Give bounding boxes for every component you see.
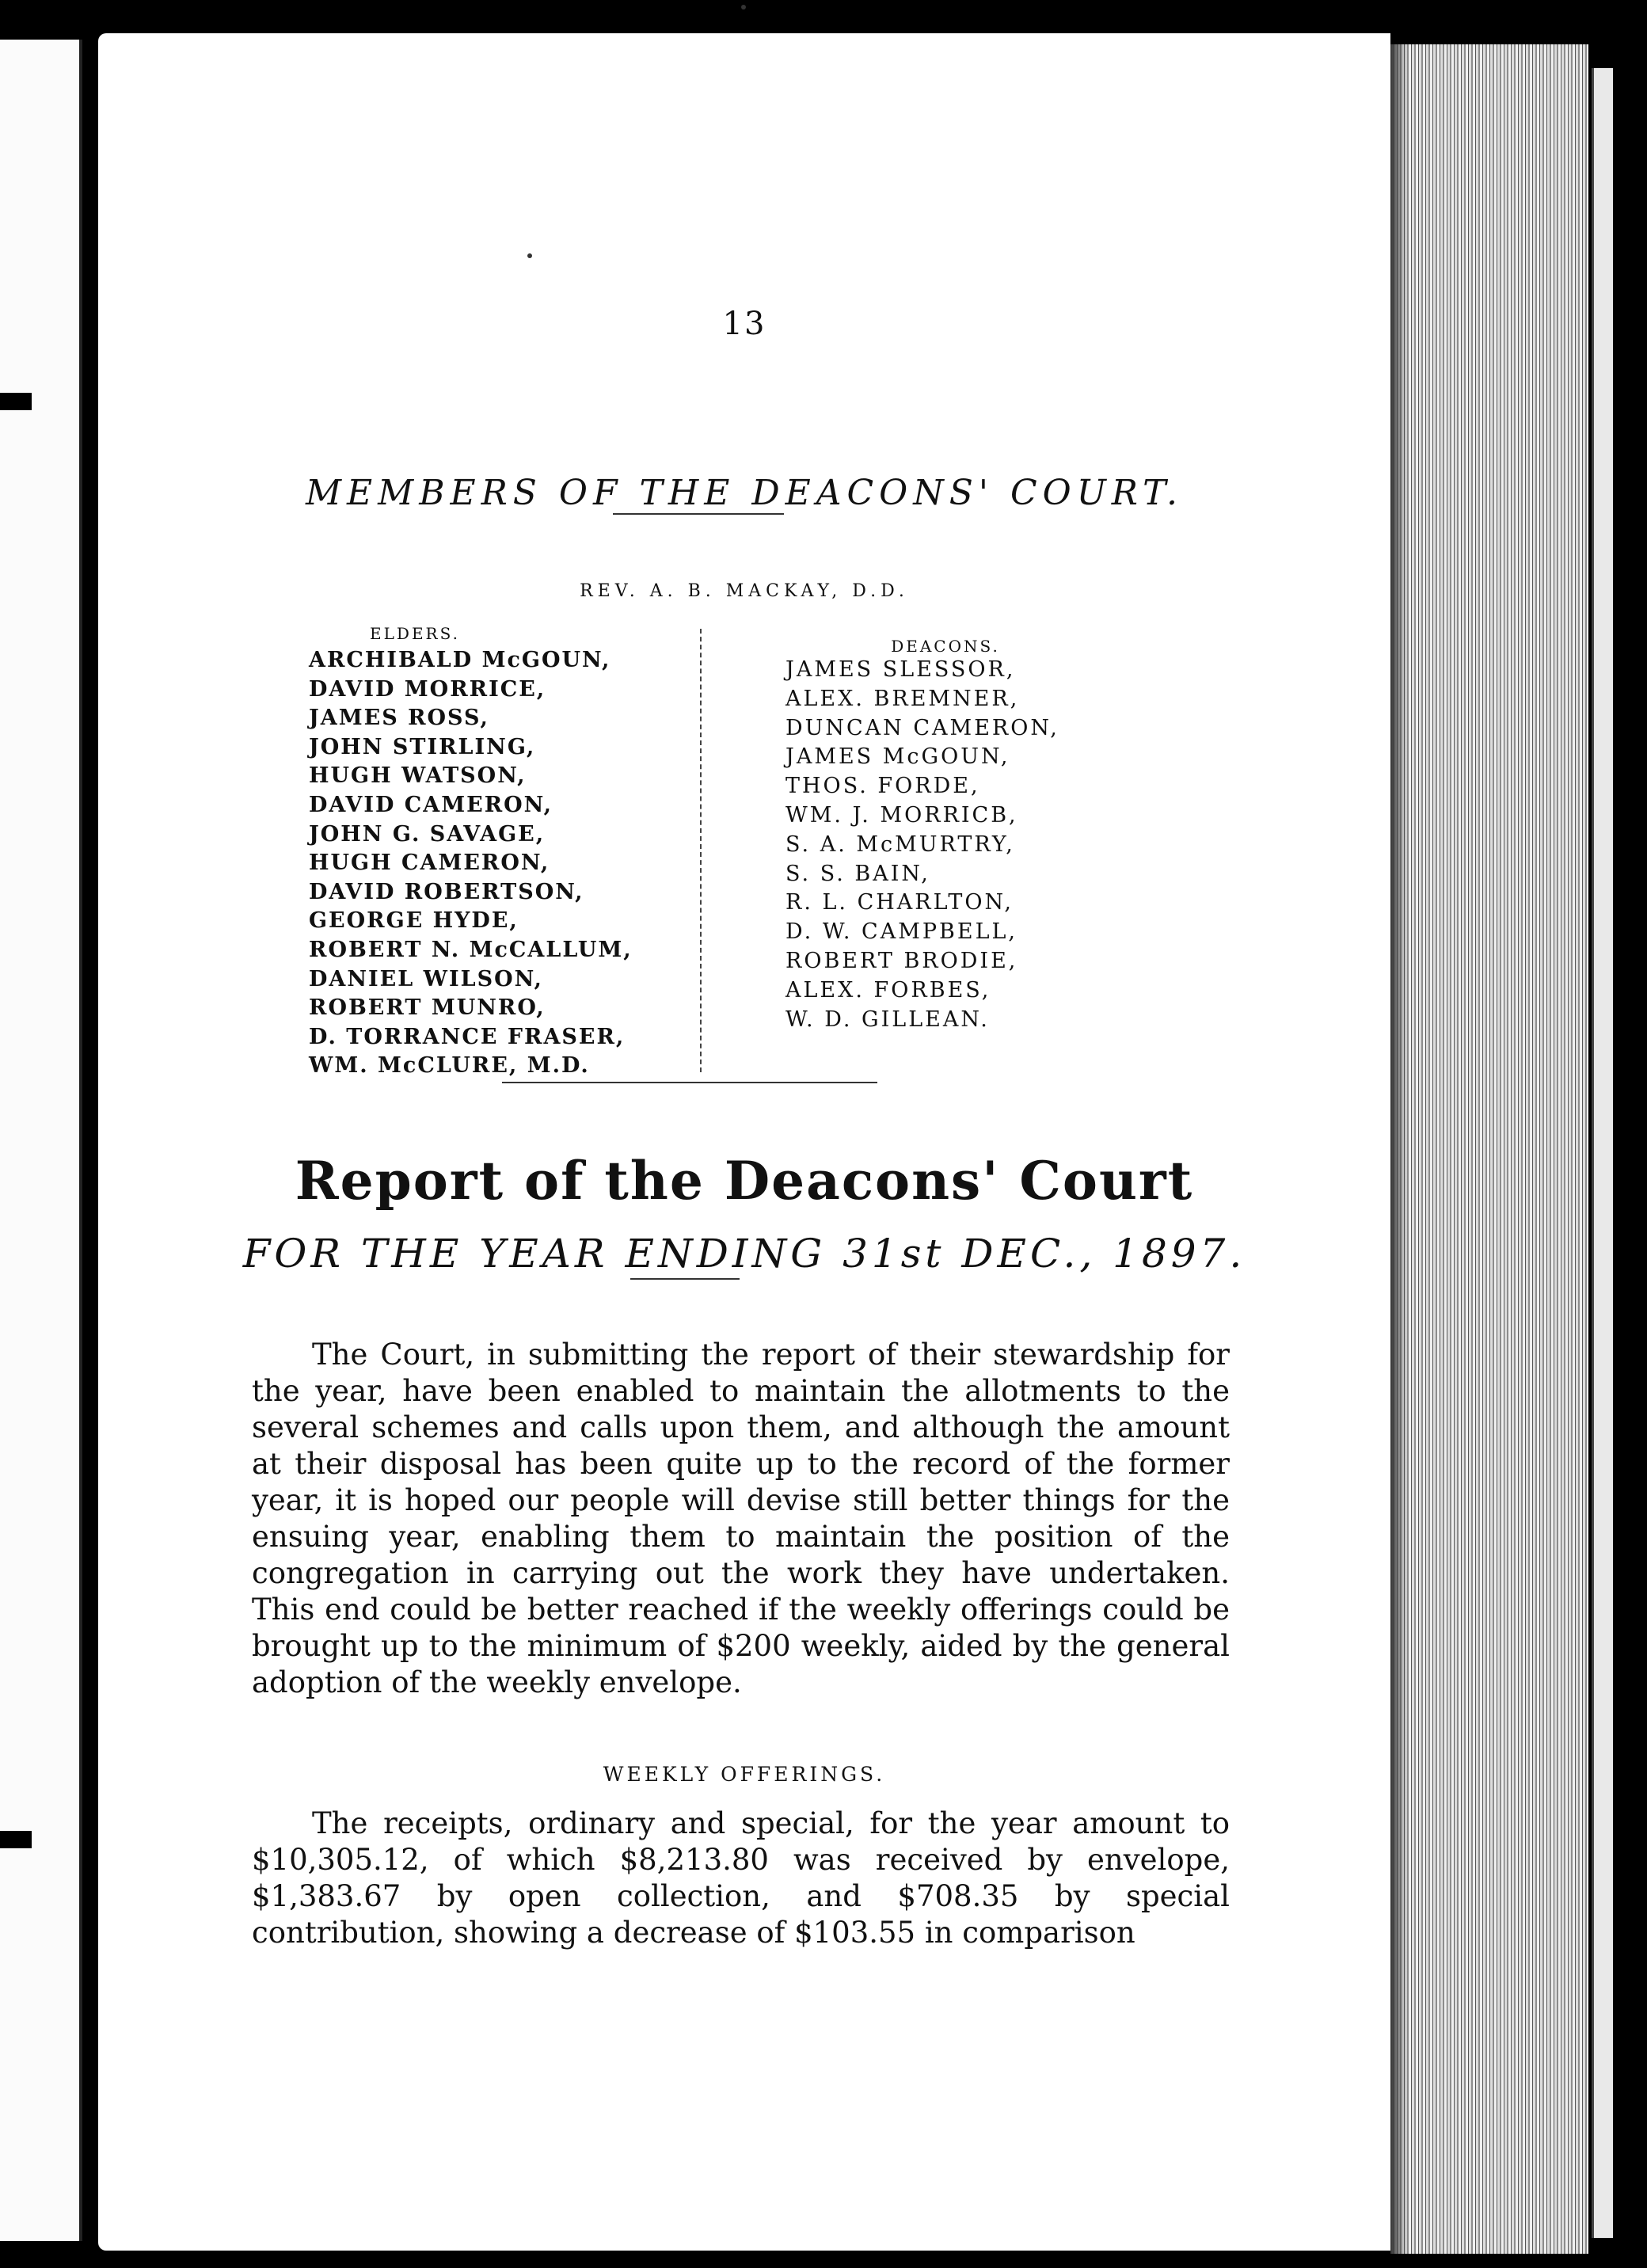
deacon-name: ALEX. BREMNER, bbox=[785, 686, 1020, 711]
section-rule bbox=[502, 1082, 877, 1083]
book-cover-edge bbox=[1592, 68, 1613, 2238]
report-paragraph: The Court, in submitting the report of their stewardship for the year, have been enabled to maintain the allotments to the several schemes and calls upon them, and although the amount at their disposal has been quite up to the record of the former year, it is hoped our people will devise still better things for the ensuing year, enabling them to maintain the position of the congregation in carrying out the work they have undertaken. This end could be better reached if the weekly offerings could be brought up to the minimum of $200 weekly, aided by the general adoption of the weekly envelope. bbox=[252, 1338, 1230, 1699]
elder-name: DAVID CAMERON, bbox=[309, 792, 553, 817]
scan-speck bbox=[741, 5, 746, 10]
receipts-paragraph: The receipts, ordinary and special, for the year amount to $10,305.12, of which $8,213.80 was received by envelope, $1,383.67 by open collection, and $708.35 by special contribution, showing a decrease of $103.55 in comparison bbox=[252, 1806, 1230, 1950]
elder-name: ROBERT MUNRO, bbox=[309, 995, 546, 1021]
facing-page-mark bbox=[0, 1831, 32, 1848]
deacon-name: JAMES SLESSOR, bbox=[785, 657, 1016, 682]
elders-heading: ELDERS. bbox=[370, 624, 460, 643]
elders-list bbox=[309, 646, 633, 1081]
deacon-name: ALEX. FORBES, bbox=[785, 977, 991, 1003]
column-divider bbox=[700, 629, 702, 1072]
deacon-name: WM. J. MORRICB, bbox=[785, 802, 1018, 828]
minister-name: REV. A. B. MACKAY, D.D. bbox=[580, 581, 909, 601]
gutter-shadow bbox=[1390, 44, 1408, 2254]
deacon-name: D. W. CAMPBELL, bbox=[785, 919, 1018, 945]
elder-name: JOHN STIRLING, bbox=[309, 734, 536, 759]
facing-page-mark bbox=[0, 393, 32, 410]
elder-name: ARCHIBALD McGOUN, bbox=[309, 648, 611, 672]
subtitle-rule bbox=[630, 1278, 740, 1280]
book-page-edges bbox=[1390, 44, 1588, 2254]
deacon-name: JAMES McGOUN, bbox=[785, 744, 1010, 770]
elder-name: JAMES ROSS, bbox=[309, 706, 489, 731]
facing-page-edge bbox=[0, 40, 82, 2241]
heading-rule bbox=[613, 513, 784, 515]
deacon-name: R. L. CHARLTON, bbox=[785, 890, 1014, 915]
deacon-name: DUNCAN CAMERON, bbox=[785, 715, 1059, 740]
elder-name: DANIEL WILSON, bbox=[309, 966, 543, 991]
elder-name: JOHN G. SAVAGE, bbox=[309, 821, 546, 847]
deacons-list bbox=[785, 656, 1059, 1034]
report-title: Report of the Deacons' Court bbox=[295, 1150, 1194, 1212]
elder-name: HUGH WATSON, bbox=[309, 763, 527, 789]
elder-name: WM. McCLURE, M.D. bbox=[309, 1053, 590, 1079]
book-page bbox=[98, 33, 1390, 2251]
elder-name: D. TORRANCE FRASER, bbox=[309, 1024, 626, 1049]
elder-name: ROBERT N. McCALLUM, bbox=[309, 937, 633, 962]
elder-name: DAVID ROBERTSON, bbox=[309, 879, 584, 904]
deacon-name: S. A. McMURTRY, bbox=[785, 831, 1015, 857]
weekly-offerings-heading: WEEKLY OFFERINGS. bbox=[603, 1763, 886, 1786]
elder-name: HUGH CAMERON, bbox=[309, 850, 550, 876]
elder-name: GEORGE HYDE, bbox=[309, 908, 519, 934]
deacon-name: W. D. GILLEAN. bbox=[785, 1007, 990, 1032]
deacon-name: THOS. FORDE, bbox=[785, 774, 980, 799]
report-subtitle: FOR THE YEAR ENDING 31st DEC., 1897. bbox=[242, 1231, 1246, 1277]
deacons-heading: DEACONS. bbox=[891, 637, 1000, 656]
page-number: 13 bbox=[722, 306, 766, 342]
members-heading: MEMBERS OF THE DEACONS' COURT. bbox=[305, 473, 1184, 513]
deacon-name: S. S. BAIN, bbox=[785, 861, 930, 886]
print-speck bbox=[527, 253, 532, 258]
elder-name: DAVID MORRICE, bbox=[309, 676, 546, 702]
deacon-name: ROBERT BRODIE, bbox=[785, 948, 1018, 973]
